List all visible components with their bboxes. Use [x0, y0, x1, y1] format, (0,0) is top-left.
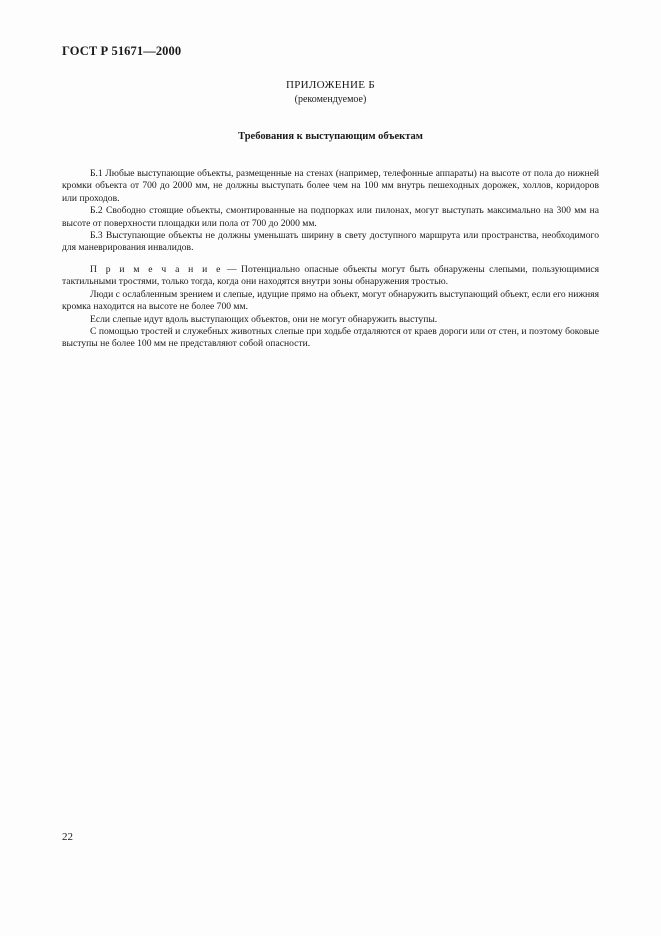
standard-code-header: ГОСТ Р 51671—2000	[62, 44, 182, 58]
paragraph-b3: Б.3 Выступающие объекты не должны уменьшать ширину в свету доступного маршрута или пространства, необходимого для маневрирования инвалидов.	[62, 230, 599, 254]
appendix-title: ПРИЛОЖЕНИЕ Б	[286, 79, 375, 91]
section-title: Требования к выступающим объектам	[238, 131, 423, 142]
note-paragraph: Если слепые идут вдоль выступающих объектов, они не могут обнаружить выступы.	[90, 313, 438, 325]
note-paragraph: Люди с ослабленным зрением и слепые, идущие прямо на объект, могут обнаружить выступающий объект, если его нижняя кромка находится на высоте не более 700 мм.	[62, 288, 599, 313]
appendix-subtitle: (рекомендуемое)	[294, 94, 367, 105]
note-first-paragraph	[62, 264, 599, 289]
paragraph-b2: Б.2 Свободно стоящие объекты, смонтированные на подпорках или пилонах, могут выступать максимально на 300 мм на высоте от поверхности площадки или пола от 700 до 2000 мм.	[62, 205, 599, 229]
paragraph-b1: Б.1 Любые выступающие объекты, размещенные на стенах (например, телефонные аппараты) на высоте от пола до нижней кромки объекта от 700 до 2000 мм, не должны выступать более чем на 100 мм внутрь пешеходных дорожек, холлов, коридоров или проходов.	[62, 168, 599, 204]
note-text: — Потенциально опасные объекты могут быть обнаружены слепыми, пользующимися тактильными тростями, только тогда, когда они находятся внутри зоны обнаружения тростью.	[62, 264, 599, 288]
page-number: 22	[62, 831, 73, 843]
note-paragraph: С помощью тростей и служебных животных слепые при ходьбе отдаляются от краев дороги или от стен, и поэтому боковые выступы не более 100 мм не представляют собой опасности.	[62, 326, 599, 350]
note-block	[62, 264, 599, 351]
note-label: П р и м е ч а н и е	[90, 264, 223, 275]
requirements-body	[62, 168, 599, 255]
